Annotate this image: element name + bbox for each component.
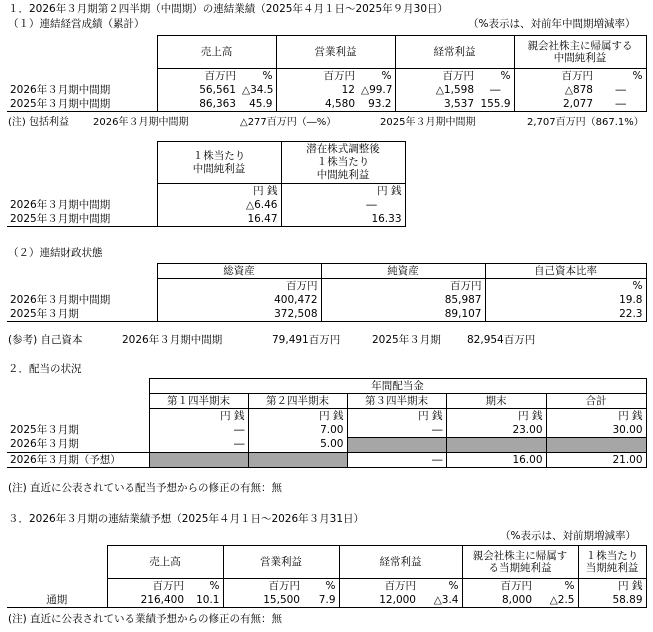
- cell: 12: [276, 83, 358, 97]
- comprehensive-income-prev-value: 2,707百万円（867.1%）: [527, 117, 644, 128]
- unit-yen-sen: 円 銭: [157, 184, 281, 199]
- row-label: 2025年３月期中間期: [7, 212, 157, 227]
- col-diluted-eps-line3: 中間純利益: [316, 169, 370, 181]
- cell: 86,363: [157, 97, 239, 112]
- cell: 22.3: [485, 307, 646, 322]
- col-diluted-eps: [281, 142, 405, 184]
- col-sales: 売上高: [107, 546, 223, 579]
- col-total-assets: 総資産: [157, 264, 321, 279]
- unit-yen-sen: 円 銭: [578, 579, 646, 594]
- table-row: [7, 453, 646, 468]
- eps-table: [7, 141, 406, 227]
- operating-results-table: [7, 35, 647, 112]
- section1-sub-heading: （１）連結経営成績（累計）: [8, 18, 145, 30]
- col-net-income: 親会社株主に帰属する中間純利益: [514, 36, 646, 69]
- unit-yen: 百万円: [276, 69, 358, 84]
- cell: 7.00: [248, 423, 347, 438]
- shaded-cell: [546, 438, 646, 453]
- unit-yen: 百万円: [514, 69, 596, 84]
- cell: 21.00: [546, 453, 646, 468]
- col-year-end: 期末: [446, 394, 546, 409]
- cell: 12,000: [339, 593, 419, 608]
- cell: 30.00: [546, 423, 646, 438]
- dividends-heading: ２．配当の状況: [8, 363, 82, 375]
- row-label: 2025年３月期: [7, 423, 149, 438]
- cell: 216,400: [107, 593, 187, 608]
- cell: △6.46: [157, 198, 281, 212]
- financial-position-heading: （２）連結財政状態: [8, 247, 103, 259]
- col-q2: 第２四半期末: [248, 394, 347, 409]
- cell: 85,987: [321, 293, 485, 307]
- cell: 16.00: [446, 453, 546, 468]
- cell: ―: [596, 97, 646, 112]
- equity-ref-prev-value: 82,954百万円: [467, 334, 536, 346]
- cell: 155.9: [477, 97, 514, 112]
- cell: 10.1: [187, 593, 223, 608]
- unit-yen: 百万円: [462, 579, 535, 594]
- row-label: 2026年３月期: [7, 438, 149, 453]
- col-annual-dividends: 年間配当金: [149, 379, 646, 394]
- cell: △1,598: [395, 83, 477, 97]
- cell: △34.5: [239, 83, 276, 97]
- col-eps: [157, 142, 281, 184]
- unit-yen-sen: 円 銭: [248, 409, 347, 424]
- col-ordinary-profit: 経常利益: [339, 546, 462, 579]
- shaded-cell: [446, 438, 546, 453]
- cell: ―: [149, 423, 248, 438]
- dividends-table: [7, 378, 647, 468]
- col-sales: 売上高: [157, 36, 276, 69]
- cell: △2.5: [535, 593, 578, 608]
- equity-ref-cur-label: 2026年３月期中間期: [122, 334, 223, 346]
- col-eps-line1: １株当たり: [192, 149, 246, 162]
- col-operating-profit: 営業利益: [276, 36, 395, 69]
- row-label: 2025年３月期: [7, 307, 157, 322]
- cell: 4,580: [276, 97, 358, 112]
- comprehensive-income-prev-label: 2025年３月期中間期: [380, 117, 476, 128]
- comprehensive-income-cur-label: 2026年３月期中間期: [93, 117, 189, 128]
- col-operating-profit: 営業利益: [223, 546, 339, 579]
- col-diluted-eps-line1: 潜在株式調整後: [306, 143, 380, 155]
- unit-pct: %: [239, 69, 276, 84]
- cell: △3.4: [419, 593, 462, 608]
- unit-pct: %: [535, 579, 578, 594]
- unit: %: [485, 279, 646, 294]
- cell: 16.47: [157, 212, 281, 227]
- col-net-income: 親会社株主に帰属する当期純利益: [462, 546, 578, 579]
- dividend-forecast-note: (注) 直近に公表されている配当予想からの修正の有無：無: [8, 482, 283, 494]
- cell: ―: [281, 198, 405, 212]
- unit-yen-sen: 円 銭: [281, 184, 405, 199]
- shaded-cell: [149, 453, 248, 468]
- row-label: 2026年３月期中間期: [7, 293, 157, 307]
- row-label: 2026年３月期中間期: [7, 83, 157, 97]
- unit-yen: 百万円: [107, 579, 187, 594]
- row-label: 2026年３月期中間期: [7, 198, 157, 212]
- col-eps: １株当たり当期純利益: [578, 546, 646, 579]
- col-net-assets: 純資産: [321, 264, 485, 279]
- table-row: [7, 83, 646, 97]
- col-total: 合計: [546, 394, 646, 409]
- equity-ref-prev-label: 2025年３月期: [372, 334, 441, 346]
- forecast-table: [7, 545, 647, 608]
- financial-position-table: [7, 263, 647, 322]
- cell: ―: [149, 438, 248, 453]
- unit-yen-sen: 円 銭: [546, 409, 646, 424]
- row-label: 2025年３月期中間期: [7, 97, 157, 112]
- col-diluted-eps-line2: １株当たり: [316, 156, 370, 168]
- shaded-cell: [248, 453, 347, 468]
- unit: 百万円: [321, 279, 485, 294]
- table-row: [7, 212, 405, 227]
- unit-pct: %: [477, 69, 514, 84]
- unit-pct: %: [358, 69, 395, 84]
- shaded-cell: [347, 438, 446, 453]
- comprehensive-income-cur-value: △277百万円（―%）: [240, 117, 337, 128]
- unit: 百万円: [157, 279, 321, 294]
- section1-heading: １．2026年３月期第２四半期（中間期）の連結業績（2025年４月１日～2025年９月30日）: [8, 3, 449, 15]
- table-row: [7, 307, 646, 322]
- forecast-revision-note: (注) 直近に公表されている業績予想からの修正の有無：無: [8, 613, 283, 625]
- equity-ref-label: (参考) 自己資本: [8, 334, 83, 346]
- cell: 19.8: [485, 293, 646, 307]
- cell: △878: [514, 83, 596, 97]
- unit-pct: %: [596, 69, 646, 84]
- table-row: [7, 97, 646, 112]
- unit-yen-sen: 円 銭: [446, 409, 546, 424]
- col-q3: 第３四半期末: [347, 394, 446, 409]
- unit-yen: 百万円: [339, 579, 419, 594]
- cell: 5.00: [248, 438, 347, 453]
- col-eps-line2: 中間純利益: [192, 162, 246, 175]
- cell: 45.9: [239, 97, 276, 112]
- cell: △99.7: [358, 83, 395, 97]
- cell: 372,508: [157, 307, 321, 322]
- equity-ref-cur-value: 79,491百万円: [272, 334, 341, 346]
- unit-yen: 百万円: [395, 69, 477, 84]
- cell: 400,472: [157, 293, 321, 307]
- row-label: 2026年３月期（予想）: [7, 453, 149, 468]
- cell: 93.2: [358, 97, 395, 112]
- cell: 2,077: [514, 97, 596, 112]
- cell: 8,000: [462, 593, 535, 608]
- unit-yen: 百万円: [223, 579, 303, 594]
- table-row: [7, 593, 646, 608]
- cell: 7.9: [303, 593, 339, 608]
- forecast-heading: ３．2026年３月期の連結業績予想（2025年４月１日～2026年３月31日）: [8, 513, 365, 525]
- cell: ―: [347, 453, 446, 468]
- table-row: [7, 198, 405, 212]
- row-label: 通期: [7, 593, 107, 608]
- table-row: [7, 438, 646, 453]
- cell: 23.00: [446, 423, 546, 438]
- section1-pct-note: （%表示は、対前年中間期増減率）: [468, 18, 636, 30]
- table-row: [7, 423, 646, 438]
- cell: 3,537: [395, 97, 477, 112]
- cell: 56,561: [157, 83, 239, 97]
- cell: 16.33: [281, 212, 405, 227]
- cell: 89,107: [321, 307, 485, 322]
- col-ordinary-profit: 経常利益: [395, 36, 514, 69]
- comprehensive-income-label: (注) 包括利益: [8, 117, 69, 128]
- cell: 58.89: [578, 593, 646, 608]
- forecast-pct-note: （%表示は、対前期増減率）: [500, 530, 636, 542]
- unit-yen: 百万円: [157, 69, 239, 84]
- col-equity-ratio: 自己資本比率: [485, 264, 646, 279]
- cell: ―: [347, 423, 446, 438]
- unit-pct: %: [419, 579, 462, 594]
- unit-yen-sen: 円 銭: [347, 409, 446, 424]
- table-row: [7, 293, 646, 307]
- col-q1: 第１四半期末: [149, 394, 248, 409]
- cell: ―: [596, 83, 646, 97]
- unit-yen-sen: 円 銭: [149, 409, 248, 424]
- unit-pct: %: [303, 579, 339, 594]
- cell: ―: [477, 83, 514, 97]
- unit-pct: %: [187, 579, 223, 594]
- cell: 15,500: [223, 593, 303, 608]
